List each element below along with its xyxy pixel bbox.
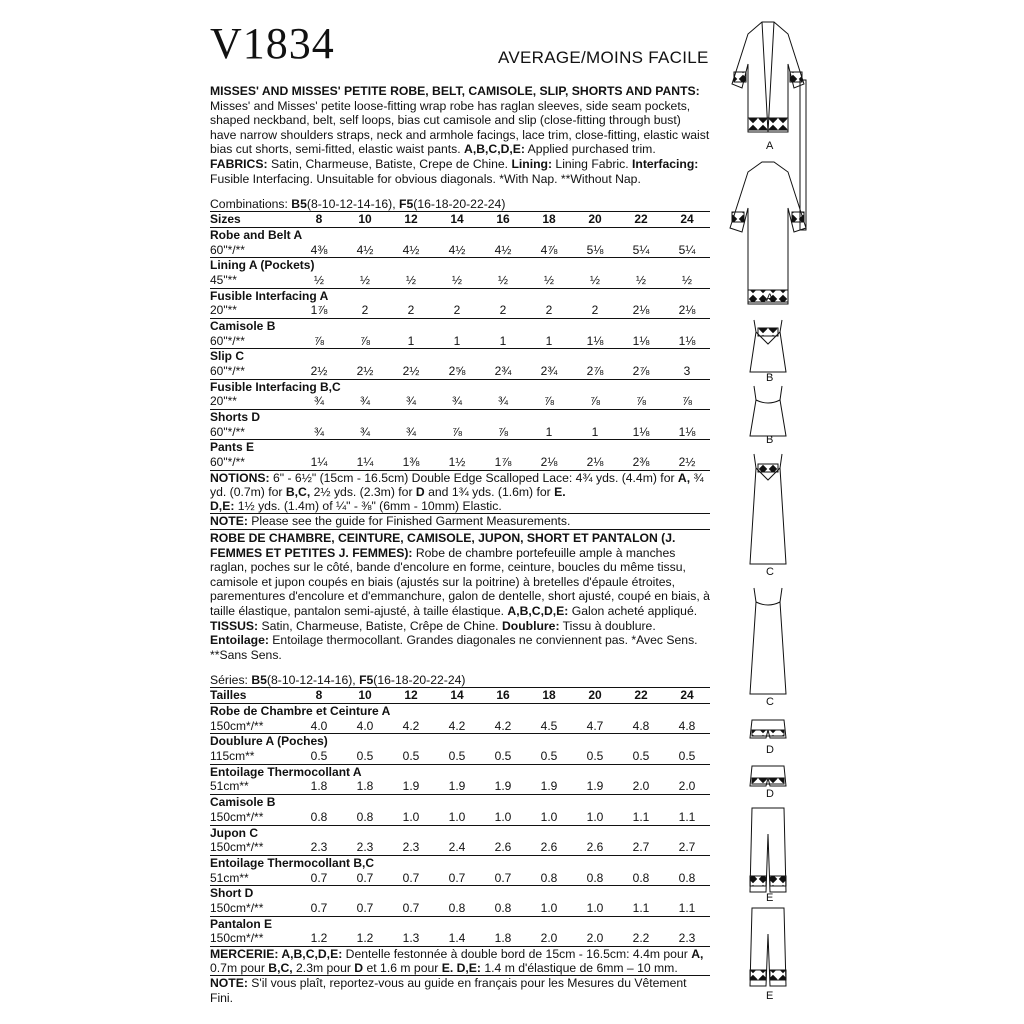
yardage-cell: 1	[526, 425, 572, 440]
french-interfacing-text: Entoilage thermocollant. Grandes diagonales ne conviennent pas. *Avec Sens. **Sans Sens.	[210, 633, 698, 662]
english-interfacing-text: Fusible Interfacing. Unsuitable for obvious diagonals. *With Nap. **Without Nap.	[210, 171, 641, 186]
yardage-cell: 1.8	[342, 779, 388, 794]
fabric-width: 60"*/**	[210, 364, 296, 379]
note-text: Please see the guide for Finished Garment Measurements.	[247, 514, 571, 529]
section-divider	[210, 529, 710, 530]
yardage-cell: 1	[434, 334, 480, 349]
yardage-cell: ⅞	[618, 394, 664, 409]
english-interfacing-label: Interfacing:	[631, 156, 699, 171]
yardage-cell: 1.1	[618, 901, 664, 916]
notions-view: B,C,	[285, 485, 311, 500]
yardage-cell: 2.6	[572, 840, 618, 855]
size-column-header: 14	[434, 688, 480, 704]
sizes-header: Sizes	[210, 212, 296, 228]
yardage-cell: 2½	[342, 364, 388, 379]
notions-text: 6" - 6½" (15cm - 16.5cm) Double Edge Scalloped Lace: 4¾ yds. (4.4m) for	[269, 470, 678, 485]
garment-sketches	[728, 14, 808, 1014]
notions-view: B,C,	[268, 961, 293, 976]
yardage-cell: 5¼	[618, 243, 664, 258]
notions-label: MERCERIE: A,B,C,D,E:	[210, 947, 343, 962]
belt-sketch	[800, 80, 806, 230]
yardage-cell: 1.9	[388, 779, 434, 794]
yardage-cell: 4⅜	[296, 243, 342, 258]
yardage-cell: 3	[664, 364, 710, 379]
fabric-row-name: Shorts D	[210, 410, 261, 425]
fabric-width: 51cm**	[210, 779, 296, 794]
view-label: E	[766, 892, 774, 904]
yardage-cell: 0.7	[434, 871, 480, 886]
fabric-width: 60"*/**	[210, 425, 296, 440]
yardage-cell: 2.0	[572, 931, 618, 946]
fabric-row-name: Entoilage Thermocollant B,C	[210, 855, 375, 870]
slip-c-back-sketch	[750, 588, 786, 694]
yardage-cell: 1.0	[526, 810, 572, 825]
notions-view: D,E:	[210, 499, 235, 514]
yardage-cell: ½	[618, 273, 664, 288]
yardage-cell: ½	[572, 273, 618, 288]
fabric-row-name: Fusible Interfacing A	[210, 288, 329, 303]
yardage-cell: 0.8	[664, 871, 710, 886]
yardage-cell: 1¼	[296, 455, 342, 470]
yardage-cell: 2.7	[618, 840, 664, 855]
yardage-cell: 0.7	[388, 871, 434, 886]
fabric-width: 150cm*/**	[210, 719, 296, 734]
yardage-cell: 2⅛	[526, 455, 572, 470]
notions-view: D	[354, 961, 364, 976]
yardage-cell: 1.0	[572, 901, 618, 916]
fabric-width: 150cm*/**	[210, 931, 296, 946]
yardage-cell: 1	[526, 334, 572, 349]
yardage-cell: 1.2	[296, 931, 342, 946]
size-column-header: 12	[388, 688, 434, 704]
yardage-cell: 2	[526, 303, 572, 318]
yardage-cell: 0.7	[296, 871, 342, 886]
size-column-header: 16	[480, 212, 526, 228]
yardage-cell: 0.5	[434, 749, 480, 764]
yardage-cell: 1⅛	[618, 334, 664, 349]
yardage-cell: 1.0	[526, 901, 572, 916]
yardage-cell: ⅞	[572, 394, 618, 409]
fabric-row-name: Robe de Chambre et Ceinture A	[210, 704, 391, 719]
yardage-cell: 0.8	[434, 901, 480, 916]
yardage-cell: 2¾	[526, 364, 572, 379]
yardage-cell: 4.0	[296, 719, 342, 734]
size-column-header: 20	[572, 212, 618, 228]
fabric-row-name: Pants E	[210, 440, 255, 455]
yardage-cell: 1⅛	[664, 425, 710, 440]
yardage-cell: 4.0	[342, 719, 388, 734]
yardage-cell: 1½	[434, 455, 480, 470]
yardage-cell: ¾	[296, 394, 342, 409]
size-column-header: 12	[388, 212, 434, 228]
yardage-cell: 0.7	[388, 901, 434, 916]
english-yardage-table	[210, 211, 710, 471]
size-column-header: 20	[572, 688, 618, 704]
yardage-cell: ⅞	[296, 334, 342, 349]
combo-label: Combinations:	[210, 197, 292, 212]
yardage-cell: 2.3	[296, 840, 342, 855]
yardage-cell: ⅞	[526, 394, 572, 409]
yardage-cell: 1.0	[480, 810, 526, 825]
fabric-row-name: Short D	[210, 886, 254, 901]
yardage-cell: 2¾	[480, 364, 526, 379]
notions-view: E.	[554, 485, 566, 500]
notions-text: 0.7m pour	[210, 961, 269, 976]
notions-text: et 1.6 m pour	[363, 961, 442, 976]
yardage-cell: 1.1	[664, 810, 710, 825]
size-column-header: 24	[664, 212, 710, 228]
french-series	[210, 673, 710, 687]
note-label: NOTE:	[210, 976, 248, 991]
size-column-header: 10	[342, 212, 388, 228]
yardage-cell: 1.9	[480, 779, 526, 794]
fabric-row-name: Pantalon E	[210, 916, 273, 931]
yardage-cell: ½	[526, 273, 572, 288]
notions-text: 1.4 m d'élastique de 6mm – 10 mm.	[480, 961, 678, 976]
yardage-cell: 4.5	[526, 719, 572, 734]
yardage-cell: ⅞	[480, 425, 526, 440]
yardage-cell: 0.7	[296, 901, 342, 916]
yardage-cell: 0.5	[572, 749, 618, 764]
yardage-cell: 0.8	[342, 810, 388, 825]
yardage-cell: 2.2	[618, 931, 664, 946]
yardage-cell: 0.7	[480, 871, 526, 886]
fabric-row-name: Slip C	[210, 349, 245, 364]
yardage-cell: 2.0	[664, 779, 710, 794]
french-trim-text: Galon acheté appliqué.	[568, 603, 698, 618]
view-label: A	[766, 140, 774, 152]
combo-f5: F5	[359, 673, 374, 688]
combo-f5: F5	[399, 197, 414, 212]
yardage-cell: ⅞	[664, 394, 710, 409]
french-desc-text: Robe de chambre portefeuille ample à manches raglan, poches sur le côté, bande d'encolure en forme, ceinture, boucles du même tissu, camisole et jupon coupés en biais (ajustés sur la poitrine) à bretelles d'épaule étroites, parementures d'encolure et d'emmanchure, galon de dentelle, short ajusté, coupé en biais, à taille élastique, pantalon semi-ajusté, à taille élastique.	[210, 545, 710, 618]
english-fabrics-label: FABRICS:	[210, 156, 268, 171]
combo-b5: B5	[291, 197, 307, 212]
yardage-cell: 0.5	[618, 749, 664, 764]
combo-f5-sizes: (16-18-20-22-24)	[373, 673, 466, 688]
english-description	[210, 84, 710, 186]
yardage-cell: 2⅛	[618, 303, 664, 318]
sizes-header: Tailles	[210, 688, 296, 704]
fabric-width: 51cm**	[210, 871, 296, 886]
note-label: NOTE:	[210, 514, 248, 529]
size-column-header: 24	[664, 688, 710, 704]
yardage-cell: 0.8	[480, 901, 526, 916]
yardage-cell: 1⅛	[618, 425, 664, 440]
size-column-header: 22	[618, 212, 664, 228]
notions-view: A,	[677, 470, 691, 485]
yardage-cell: 4.7	[572, 719, 618, 734]
fabric-row-name: Robe and Belt A	[210, 227, 303, 242]
yardage-cell: 0.7	[342, 871, 388, 886]
fabric-width: 20"**	[210, 303, 296, 318]
yardage-cell: 4.2	[480, 719, 526, 734]
fabric-row-name: Doublure A (Poches)	[210, 734, 328, 749]
yardage-cell: ¾	[342, 425, 388, 440]
size-column-header: 16	[480, 688, 526, 704]
yardage-cell: 1¼	[342, 455, 388, 470]
english-trim-text: Applied purchased trim.	[524, 142, 656, 157]
yardage-cell: ¾	[434, 394, 480, 409]
yardage-cell: 2	[342, 303, 388, 318]
pants-e-back-sketch	[750, 908, 786, 986]
size-column-header: 22	[618, 688, 664, 704]
fabric-width: 150cm*/**	[210, 840, 296, 855]
fabric-width: 60"*/**	[210, 455, 296, 470]
yardage-cell: 2	[434, 303, 480, 318]
size-column-header: 8	[296, 688, 342, 704]
french-fabrics-text: Satin, Charmeuse, Batiste, Crêpe de Chine.	[258, 618, 502, 633]
french-fabrics-label: TISSUS:	[210, 618, 259, 633]
yardage-cell: 2.3	[342, 840, 388, 855]
shorts-d-front-sketch	[750, 720, 786, 738]
english-lining-label: Lining:	[511, 156, 553, 171]
yardage-cell: ½	[664, 273, 710, 288]
yardage-cell: 4.8	[664, 719, 710, 734]
fabric-width: 150cm*/**	[210, 901, 296, 916]
yardage-cell: 2.3	[664, 931, 710, 946]
yardage-cell: 4½	[388, 243, 434, 258]
yardage-cell: 4.8	[618, 719, 664, 734]
yardage-cell: 2⅝	[434, 364, 480, 379]
yardage-cell: 5⅛	[572, 243, 618, 258]
english-trim-label: A,B,C,D,E:	[464, 142, 525, 157]
yardage-cell: 0.8	[572, 871, 618, 886]
yardage-cell: ¾	[388, 394, 434, 409]
camisole-b-back-sketch	[750, 386, 786, 436]
yardage-cell: 0.8	[526, 871, 572, 886]
yardage-cell: ½	[434, 273, 480, 288]
yardage-cell: 2⅜	[618, 455, 664, 470]
yardage-cell: 2.3	[388, 840, 434, 855]
yardage-cell: 2.6	[480, 840, 526, 855]
view-label: C	[766, 566, 774, 578]
size-column-header: 18	[526, 688, 572, 704]
pattern-number: V1834	[210, 19, 335, 68]
view-label: B	[766, 434, 774, 446]
yardage-cell: 1.0	[572, 810, 618, 825]
notions-text: Dentelle festonnée à double bord de 15cm - 16.5cm: 4.4m pour	[342, 947, 692, 962]
french-trim-label: A,B,C,D,E:	[507, 603, 569, 618]
french-yardage-table	[210, 687, 710, 947]
yardage-cell: 1.1	[618, 810, 664, 825]
yardage-cell: 4½	[434, 243, 480, 258]
robe-a-back-sketch	[730, 162, 806, 304]
yardage-cell: 2.0	[526, 931, 572, 946]
yardage-cell: ½	[480, 273, 526, 288]
yardage-cell: 0.5	[296, 749, 342, 764]
view-label: D	[766, 744, 774, 756]
french-notions	[210, 947, 710, 975]
combo-b5-sizes: (8-10-12-14-16),	[266, 673, 360, 688]
yardage-cell: ⅞	[342, 334, 388, 349]
french-interfacing-label: Entoilage:	[210, 633, 269, 648]
fabric-width: 60"*/**	[210, 334, 296, 349]
french-description	[210, 531, 710, 662]
yardage-cell: 2	[388, 303, 434, 318]
size-column-header: 8	[296, 212, 342, 228]
yardage-cell: 1⅜	[388, 455, 434, 470]
view-label: B	[766, 372, 774, 384]
note-text: S'il vous plaît, reportez-vous au guide en français pour les Mesures du Vêtement Fini.	[210, 976, 687, 1005]
view-label: A	[766, 292, 774, 304]
fabric-row-name: Camisole B	[210, 795, 276, 810]
yardage-cell: 0.5	[342, 749, 388, 764]
combo-f5-sizes: (16-18-20-22-24)	[413, 197, 506, 212]
yardage-cell: 1.3	[388, 931, 434, 946]
yardage-cell: 1⅛	[664, 334, 710, 349]
yardage-cell: 1.8	[480, 931, 526, 946]
notions-text: and 1¾ yds. (1.6m) for	[424, 485, 555, 500]
yardage-cell: 0.7	[342, 901, 388, 916]
english-notions	[210, 471, 710, 514]
yardage-cell: ½	[296, 273, 342, 288]
yardage-cell: 1.0	[434, 810, 480, 825]
yardage-cell: 1	[388, 334, 434, 349]
yardage-cell: ⅞	[434, 425, 480, 440]
english-note	[210, 513, 710, 528]
french-note	[210, 975, 710, 1004]
yardage-cell: 2½	[388, 364, 434, 379]
fabric-row-name: Camisole B	[210, 318, 276, 333]
french-lining-label: Doublure:	[501, 618, 560, 633]
view-label: D	[766, 788, 774, 800]
combo-label: Séries:	[210, 673, 252, 688]
yardage-cell: 1⅞	[480, 455, 526, 470]
yardage-cell: 1⅞	[296, 303, 342, 318]
fabric-width: 20"**	[210, 394, 296, 409]
notions-text: 1½ yds. (1.4m) of ¼" - ⅜" (6mm - 10mm) Elastic.	[234, 499, 502, 514]
yardage-cell: 1.9	[572, 779, 618, 794]
yardage-cell: 1.9	[434, 779, 480, 794]
yardage-cell: 1.1	[664, 901, 710, 916]
fabric-width: 150cm*/**	[210, 810, 296, 825]
fabric-row-name: Jupon C	[210, 825, 258, 840]
yardage-cell: 0.5	[526, 749, 572, 764]
yardage-cell: 1.8	[296, 779, 342, 794]
difficulty-level: AVERAGE/MOINS FACILE	[498, 48, 709, 67]
size-column-header: 10	[342, 688, 388, 704]
yardage-cell: 2⅞	[618, 364, 664, 379]
slip-c-front-sketch	[750, 454, 786, 564]
yardage-cell: 2.0	[618, 779, 664, 794]
pants-e-front-sketch	[750, 808, 786, 892]
yardage-cell: 1	[572, 425, 618, 440]
english-desc-text: Misses' and Misses' petite loose-fitting wrap robe has raglan sleeves, side seam pockets, shaped neckband, belt, self loops, bias cut camisole and slip (close-fitting through bust) have narrow shoulders straps, neck and armhole facings, lace trim, close-fitting, elastic waist bias cut shorts, semi-fitted, elastic waist pants.	[210, 98, 710, 157]
yardage-cell: ¾	[296, 425, 342, 440]
yardage-cell: 1	[480, 334, 526, 349]
combo-b5: B5	[251, 673, 267, 688]
size-column-header: 14	[434, 212, 480, 228]
yardage-cell: 4½	[480, 243, 526, 258]
shorts-d-back-sketch	[750, 766, 786, 786]
yardage-cell: 0.8	[618, 871, 664, 886]
yardage-cell: 0.5	[480, 749, 526, 764]
english-section	[210, 84, 710, 530]
yardage-cell: 1.2	[342, 931, 388, 946]
view-label: E	[766, 990, 774, 1002]
yardage-cell: 2½	[296, 364, 342, 379]
yardage-cell: 2½	[664, 455, 710, 470]
french-lining-text: Tissu à doublure.	[559, 618, 656, 633]
fabric-row-name: Entoilage Thermocollant A	[210, 764, 362, 779]
yardage-cell: 4.2	[434, 719, 480, 734]
yardage-cell: 0.8	[296, 810, 342, 825]
english-combinations	[210, 197, 710, 211]
combo-b5-sizes: (8-10-12-14-16),	[306, 197, 400, 212]
fabric-width: 60"*/**	[210, 243, 296, 258]
notions-text: 2½ yds. (2.3m) for	[310, 485, 416, 500]
yardage-cell: ½	[342, 273, 388, 288]
yardage-cell: ¾	[388, 425, 434, 440]
fabric-width: 115cm**	[210, 749, 296, 764]
english-title: MISSES' AND MISSES' PETITE ROBE, BELT, CAMISOLE, SLIP, SHORTS AND PANTS:	[210, 84, 700, 98]
yardage-cell: 2.6	[526, 840, 572, 855]
yardage-cell: 0.5	[664, 749, 710, 764]
yardage-cell: 2	[480, 303, 526, 318]
notions-text: ¾ yd. (0.7m) for	[210, 470, 704, 500]
view-label: C	[766, 696, 774, 708]
yardage-cell: ¾	[480, 394, 526, 409]
yardage-cell: 4⅞	[526, 243, 572, 258]
yardage-cell: ¾	[342, 394, 388, 409]
notions-view: A,	[691, 947, 704, 962]
yardage-cell: 2.7	[664, 840, 710, 855]
yardage-cell: 1.4	[434, 931, 480, 946]
yardage-cell: 0.5	[388, 749, 434, 764]
yardage-cell: 2⅛	[664, 303, 710, 318]
notions-text: 2.3m pour	[292, 961, 355, 976]
fabric-row-name: Lining A (Pockets)	[210, 258, 315, 273]
yardage-cell: 4.2	[388, 719, 434, 734]
yardage-cell: 1.0	[388, 810, 434, 825]
yardage-cell: 2⅞	[572, 364, 618, 379]
fabric-width: 45"**	[210, 273, 296, 288]
english-lining-text: Lining Fabric.	[552, 156, 632, 171]
yardage-cell: 2⅛	[572, 455, 618, 470]
yardage-cell: 1⅛	[572, 334, 618, 349]
yardage-cell: 4½	[342, 243, 388, 258]
camisole-b-front-sketch	[750, 320, 786, 372]
yardage-cell: 5¼	[664, 243, 710, 258]
notions-view: E. D,E:	[441, 961, 481, 976]
yardage-cell: 2.4	[434, 840, 480, 855]
french-title: ROBE DE CHAMBRE, CEINTURE, CAMISOLE, JUPON, SHORT ET PANTALON (J. FEMMES ET PETITES J. FEMMES):	[210, 531, 676, 560]
size-column-header: 18	[526, 212, 572, 228]
notions-label: NOTIONS:	[210, 470, 270, 485]
yardage-cell: ½	[388, 273, 434, 288]
robe-a-front-sketch	[732, 22, 804, 132]
yardage-cell: 1.9	[526, 779, 572, 794]
fabric-row-name: Fusible Interfacing B,C	[210, 379, 341, 394]
english-fabrics-text: Satin, Charmeuse, Batiste, Crepe de Chine.	[267, 156, 512, 171]
french-section	[210, 531, 710, 1005]
yardage-cell: 2	[572, 303, 618, 318]
notions-view: D	[415, 485, 425, 500]
